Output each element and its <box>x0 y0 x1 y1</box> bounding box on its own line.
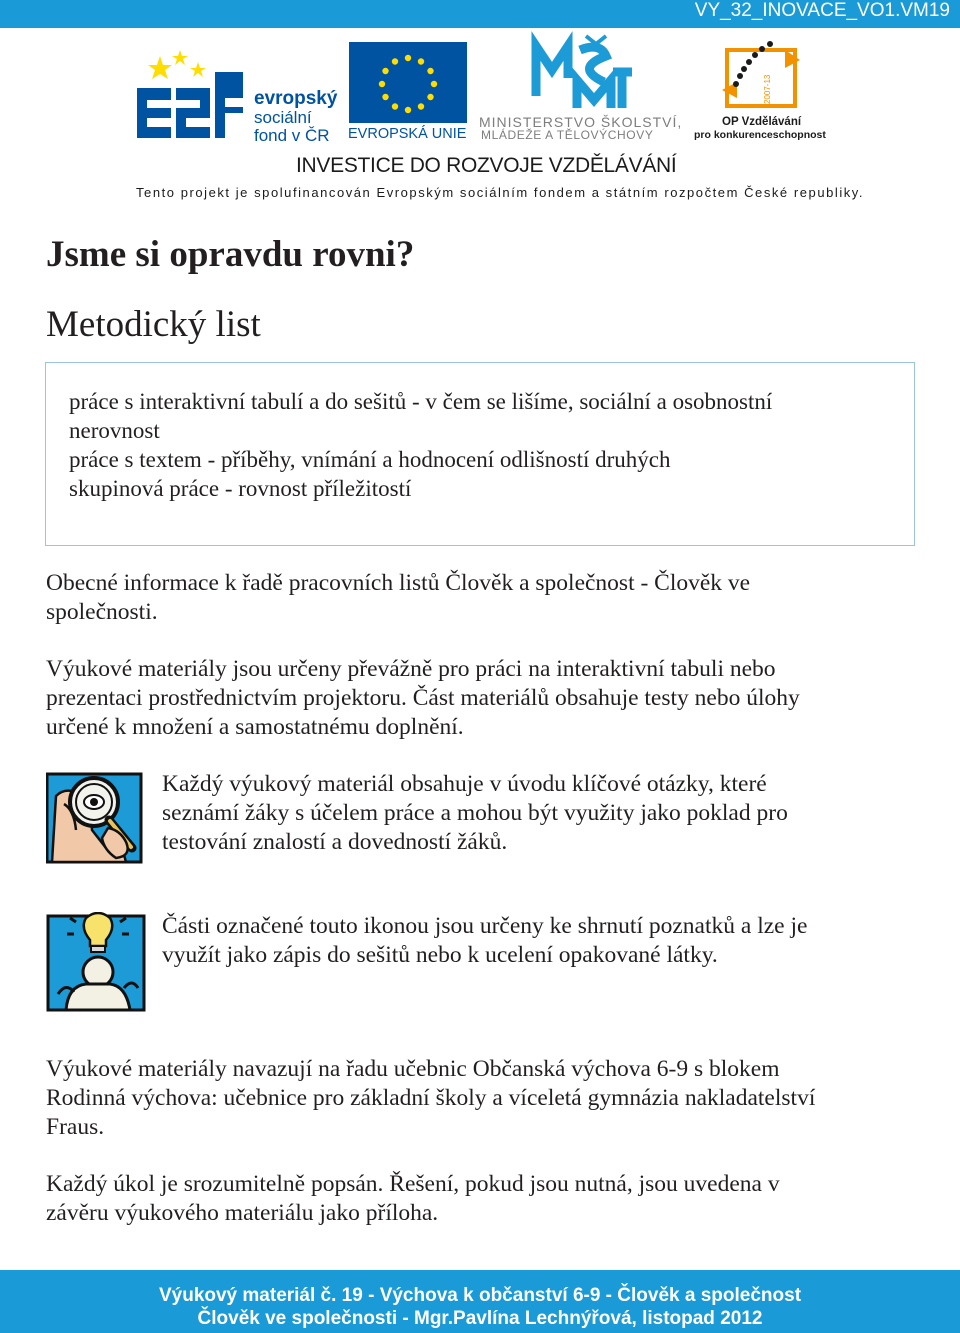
document-code: VY_32_INOVACE_VO1.VM19 <box>694 0 950 21</box>
key-questions-text <box>162 770 902 857</box>
op-line2: pro konkurenceschopnost <box>694 129 826 141</box>
esf-text-line1: evropský <box>254 88 338 109</box>
tasks-paragraph <box>46 1170 780 1228</box>
summary-item: práce s interaktivní tabulí a do sešitů - v čem se lišíme, sociální a osobnostní <box>69 389 773 414</box>
textbooks-paragraph <box>46 1055 815 1142</box>
summary-item: práce s textem - příběhy, vnímání a hodnocení odlišností druhých <box>69 447 671 472</box>
page-title: Jsme si opravdu rovni? <box>46 234 415 275</box>
investice-heading: INVESTICE DO ROZVOJE VZDĚLÁVÁNÍ <box>296 154 677 177</box>
key-questions-line: seznámí žáky s účelem práce a mohou být využity jako poklad pro <box>162 800 788 826</box>
logo-banner <box>0 28 960 208</box>
key-questions-row <box>46 770 926 866</box>
msmt-line2: MLÁDEŽE A TĚLOVÝCHOVY <box>481 128 654 142</box>
key-questions-line: Každý výukový materiál obsahuje v úvodu klíčové otázky, které <box>162 771 767 797</box>
summary-list <box>46 363 914 503</box>
general-info-line: Obecné informace k řadě pracovních listů Člověk a společnost - Člověk ve <box>46 570 751 596</box>
textbooks-line: Fraus. <box>46 1114 105 1140</box>
materials-line: prezentaci prostřednictvím projektoru. Část materiálů obsahuje testy nebo úlohy <box>46 685 800 711</box>
lightbulb-idea-icon <box>46 912 150 1016</box>
summary-icon-line: Části označené touto ikonou jsou určeny ke shrnutí poznatků a lze je <box>162 913 808 939</box>
materials-line: určené k množení a samostatnému doplnění. <box>46 714 464 740</box>
op-vzdelavani-logo <box>694 41 826 141</box>
textbooks-line: Výukové materiály navazují na řadu učebnic Občanská výchova 6-9 s blokem <box>46 1056 780 1082</box>
general-info-paragraph <box>46 569 750 627</box>
msmt-logo <box>479 36 682 142</box>
summary-icon-text <box>162 912 902 970</box>
magnifier-question-icon <box>46 770 148 866</box>
op-years: 2007-13 <box>763 74 772 104</box>
key-questions-line: testování znalostí a dovedností žáků. <box>162 829 508 855</box>
op-line1: OP Vzdělávání <box>722 116 802 128</box>
eu-flag-logo <box>348 42 467 142</box>
esf-logo <box>137 43 340 145</box>
footer-line1: Výukový materiál č. 19 - Výchova k občanství 6-9 - Člověk a společnost <box>158 1285 802 1306</box>
general-info-line: společnosti. <box>46 599 158 625</box>
summary-icon-line: využít jako zápis do sešitů nebo k ucelení opakované látky. <box>162 942 718 968</box>
footer-bar <box>0 1270 960 1333</box>
summary-box <box>45 362 915 546</box>
msmt-line1: MINISTERSTVO ŠKOLSTVÍ, <box>479 114 683 130</box>
textbooks-line: Rodinná výchova: učebnice pro základní školy a víceletá gymnázia nakladatelství <box>46 1085 816 1111</box>
footer-line2: Člověk ve společnosti - Mgr.Pavlína Lechnýřová, listopad 2012 <box>197 1308 763 1329</box>
summary-item: skupinová práce - rovnost příležitostí <box>69 476 412 501</box>
summary-item: nerovnost <box>69 418 160 443</box>
materials-paragraph <box>46 655 800 742</box>
esf-text-line3: fond v ČR <box>254 126 330 145</box>
tasks-line: Každý úkol je srozumitelně popsán. Řešení, pokud jsou nutná, jsou uvedena v <box>46 1171 780 1197</box>
tasks-line: závěru výukového materiálu jako příloha. <box>46 1200 439 1226</box>
summary-icon-row <box>46 912 926 1016</box>
page-subtitle: Metodický list <box>46 304 261 345</box>
top-bar <box>0 0 960 28</box>
funding-note: Tento projekt je spolufinancován Evropským sociálním fondem a státním rozpočtem České republiky. <box>136 185 865 200</box>
logos-svg <box>0 28 960 208</box>
materials-line: Výukové materiály jsou určeny převážně pro práci na interaktivní tabuli nebo <box>46 656 776 682</box>
eu-label: EVROPSKÁ UNIE <box>348 126 467 142</box>
esf-text-line2: sociální <box>254 108 312 127</box>
